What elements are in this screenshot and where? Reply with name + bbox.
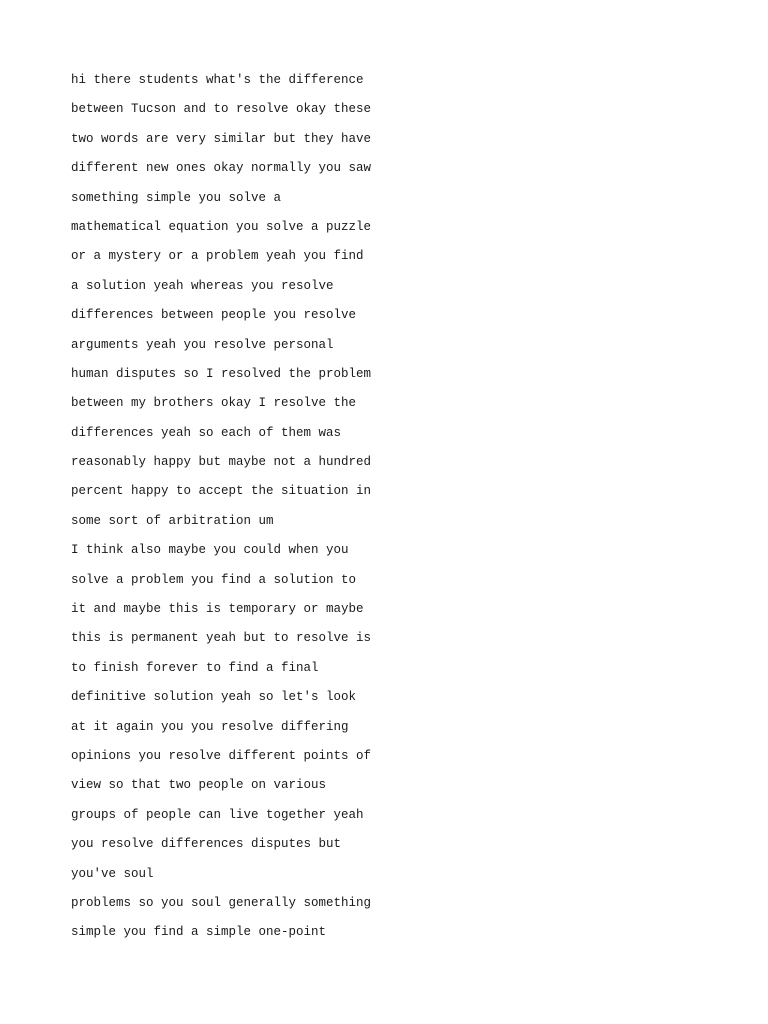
text-line: some sort of arbitration um — [71, 513, 274, 528]
text-line: or a mystery or a problem yeah you find — [71, 249, 364, 264]
text-line: human disputes so I resolved the problem — [71, 366, 372, 381]
text-line: between Tucson and to resolve okay these — [71, 102, 372, 117]
text-line: differences yeah so each of them was — [71, 425, 342, 440]
text-line: you've soul — [71, 866, 154, 881]
text-line: simple you find a simple one-point — [71, 925, 327, 940]
text-line: groups of people can live together yeah — [71, 807, 364, 822]
text-line: problems so you soul generally something — [71, 895, 372, 910]
text-line: to finish forever to find a final — [71, 660, 319, 675]
text-line: opinions you resolve different points of — [71, 748, 372, 763]
text-line: hi there students what's the difference — [71, 73, 364, 87]
text-line: differences between people you resolve — [71, 308, 357, 323]
text-line: reasonably happy but maybe not a hundred — [71, 455, 372, 470]
text-line: solve a problem you find a solution to — [71, 572, 357, 587]
text-line: view so that two people on various — [71, 778, 327, 793]
text-line: mathematical equation you solve a puzzle — [71, 219, 372, 234]
text-line: two words are very similar but they have — [71, 131, 372, 146]
text-line: something simple you solve a — [71, 190, 282, 205]
text-line: definitive solution yeah so let's look — [71, 690, 357, 705]
text-line: at it again you you resolve differing — [71, 719, 349, 734]
text-line: this is permanent yeah but to resolve is — [71, 631, 372, 646]
text-line: a solution yeah whereas you resolve — [71, 278, 334, 293]
text-line: different new ones okay normally you saw — [71, 161, 372, 176]
text-line: arguments yeah you resolve personal — [71, 337, 334, 352]
text-line: you resolve differences disputes but — [71, 837, 342, 852]
text-line: between my brothers okay I resolve the — [71, 396, 357, 411]
text-line: percent happy to accept the situation in — [71, 484, 372, 499]
text-line: it and maybe this is temporary or maybe — [71, 602, 364, 617]
text-line: I think also maybe you could when you — [71, 543, 349, 558]
transcript-text — [71, 66, 371, 948]
